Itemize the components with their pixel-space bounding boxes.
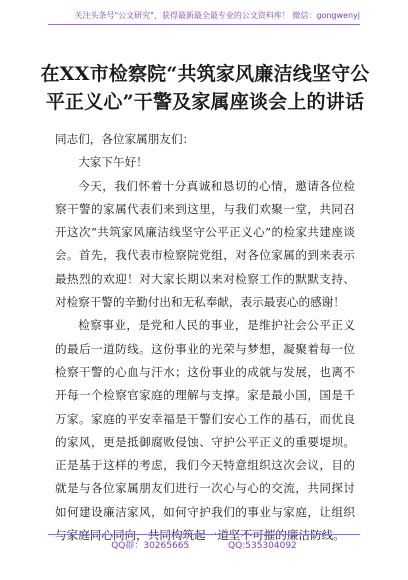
title-line-2: 平正义心”干警及家属座谈会上的讲话 [45,91,365,113]
document-body [55,128,355,547]
document-title [40,60,370,116]
footer [0,538,408,551]
header-divider [48,24,360,25]
paragraph-2: 检察事业，是党和人民的事业，是维护社会公平正义的最后一道防线。这份事业的光荣与梦想，凝聚着每一位检察干警的心血与汗水；这份事业的成就与发展，也离不开每一个检察官家庭的理解与支撑。家是最小国，国是千万家。家庭的平安幸福是干警们安心工作的基石，而优良的家风，更是抵御腐败侵蚀、守护公平正义的重要堤坝。正是基于这样的考虑，我们今天特意组织这次会议，目的就是与各位家属朋友们进行一次心与心的交流，共同探讨如何建设廉洁家风，如何守护我们的事业与家庭，让组织与家庭同心同向，共同构筑起一道坚不可摧的廉洁防线。 [55,318,355,543]
footer-divider [48,534,360,535]
footer-qq-group: QQ群：30265665 [111,541,190,551]
footer-qq: QQ:535304092 [228,541,297,551]
salutation: 同志们，各位家属朋友们： [55,132,195,146]
title-line-1: 在XX市检察院“共筑家风廉洁线坚守公 [40,63,370,85]
header-banner: 关注头条号"公文研究"，获得最新最全最专业的公文资料库！ 微信：gongwenyj [74,11,360,20]
paragraph-1: 今天，我们怀着十分真诚和恳切的心情，邀请各位检察干警的家属代表们来到这里，与我们欢聚一堂，共同召开这次“共筑家风廉洁线坚守公平正义心”的检家共建座谈会。首先，我代表市检察院党组，对各位家属的到来表示最热烈的欢迎！对大家长期以来对检察工作的默默支持、对检察干警的辛勤付出和无私奉献，表示最衷心的感谢！ [55,178,355,310]
greeting: 大家下午好！ [78,155,148,170]
